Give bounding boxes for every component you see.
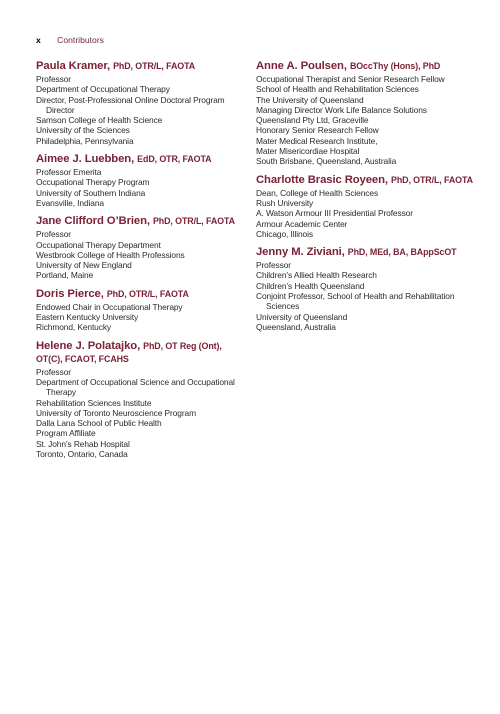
affiliation-line: Portland, Maine (36, 270, 94, 281)
contributor-entry (256, 246, 478, 332)
affiliation-line: Department of Occupational Science and Occupational Therapy (36, 376, 235, 398)
contributor-name-heading (36, 60, 246, 73)
contributor-credentials: PhD, OTR/L, FAOTA (106, 288, 189, 299)
affiliation-line: Professor (36, 366, 71, 377)
affiliation-line: Department of Occupational Therapy (36, 84, 170, 95)
affiliation-line: Eastern Kentucky University (36, 312, 139, 323)
contributor-credentials: BOccThy (Hons), PhD (349, 61, 441, 71)
affiliation-line: The University of Queensland (256, 94, 364, 105)
affiliation-line: Conjoint Professor, School of Health and Rehabilitation Sciences (256, 291, 455, 312)
page-number: x (36, 35, 41, 45)
contributor-credentials: PhD, OTR/L, FAOTA (152, 216, 235, 227)
affiliation-line: A. Watson Armour III Presidential Professor (256, 208, 413, 219)
affiliation-line: Queensland, Australia (256, 321, 336, 332)
contributor-entry (36, 288, 246, 333)
contributor-credentials: PhD, OTR/L, FAOTA (113, 61, 196, 71)
affiliation-line: Endowed Chair in Occupational Therapy (36, 301, 183, 312)
contributor-credentials: PhD, OTR/L, FAOTA (391, 174, 473, 185)
affiliation-line: Richmond, Kentucky (36, 322, 112, 333)
contributor-name-heading (36, 215, 246, 228)
contributor-name-heading (36, 153, 246, 166)
contributor-credentials: PhD, MEd, BA, BAppScOT (347, 247, 457, 258)
affiliation-line: Mater Misericordiae Hospital (256, 146, 360, 157)
affiliation-line: Dean, College of Health Sciences (256, 187, 379, 198)
contributor-name: Jenny M. Ziviani, (256, 246, 345, 259)
contributor-name: Doris Pierce, (36, 287, 104, 300)
affiliation-line: Armour Academic Center (256, 218, 348, 229)
affiliation-line: University of Toronto Neuroscience Program (36, 407, 196, 418)
affiliation-line: South Brisbane, Queensland, Australia (256, 156, 397, 167)
running-head (36, 35, 104, 45)
contributor-name: Anne A. Poulsen, (256, 60, 347, 72)
affiliation-line: Professor (36, 74, 71, 84)
running-title: Contributors (57, 35, 104, 45)
affiliation-line: St. John’s Rehab Hospital (36, 438, 130, 449)
contributor-name-heading (256, 174, 478, 187)
affiliation-line: Director, Post-Professional Online Doctoral Program Director (36, 94, 225, 115)
affiliation-line: Rehabilitation Sciences Institute (36, 397, 152, 408)
left-column (36, 60, 246, 466)
contributor-name: Helene J. Polatajko, (36, 339, 141, 352)
contributor-name: Jane Clifford O’Brien, (36, 215, 150, 228)
affiliation-line: Philadelphia, Pennsylvania (36, 135, 134, 146)
contributor-entry (36, 340, 246, 460)
affiliation-line: Westbrook College of Health Professions (36, 249, 185, 260)
contributor-credentials: EdD, OTR, FAOTA (137, 154, 212, 165)
affiliation-line: University of Southern Indiana (36, 187, 146, 198)
affiliation-line: University of the Sciences (36, 125, 130, 136)
right-column (256, 60, 478, 339)
affiliation-line: Evansville, Indiana (36, 197, 104, 208)
contributor-name: Aimee J. Luebben, (36, 153, 135, 166)
affiliation-line: University of New England (36, 260, 132, 271)
contributor-name: Charlotte Brasic Royeen, (256, 173, 388, 186)
contributor-entry (36, 215, 246, 280)
affiliation-line: Samson College of Health Science (36, 115, 163, 126)
contributor-name-heading (36, 340, 246, 366)
contributor-entry (256, 174, 478, 239)
affiliation-line: Professor Emerita (36, 167, 102, 178)
affiliation-line: School of Health and Rehabilitation Sciences (256, 84, 419, 95)
affiliation-line: Dalla Lana School of Public Health (36, 418, 162, 429)
affiliation-line: University of Queensland (256, 311, 348, 322)
contributor-entry (256, 60, 478, 167)
contributor-credentials: PhD, OT Reg (Ont), OT(C), FCAOT, FCAHS (36, 340, 222, 364)
affiliation-line: Managing Director Work Life Balance Solutions (256, 104, 427, 115)
contributor-entry (36, 153, 246, 208)
affiliation-line: Rush University (256, 197, 314, 208)
contributor-entry (36, 60, 246, 146)
affiliation-line: Children’s Allied Health Research (256, 270, 377, 281)
affiliation-line: Occupational Therapy Department (36, 239, 161, 250)
affiliation-line: Honorary Senior Research Fellow (256, 125, 379, 136)
affiliation-line: Toronto, Ontario, Canada (36, 449, 128, 460)
contributor-name-heading (256, 246, 478, 259)
contributor-name-heading (36, 288, 246, 301)
affiliation-line: Mater Medical Research Institute, (256, 135, 378, 146)
affiliation-line: Occupational Therapy Program (36, 177, 150, 188)
affiliation-line: Occupational Therapist and Senior Research Fellow (256, 74, 445, 84)
affiliation-line: Children’s Health Queensland (256, 280, 365, 291)
affiliation-line: Chicago, Illinois (256, 228, 313, 239)
affiliation-line: Queensland Pty Ltd, Graceville (256, 115, 369, 126)
affiliation-line: Professor (256, 260, 291, 271)
affiliation-line: Program Affiliate (36, 428, 96, 439)
contributor-name: Paula Kramer, (36, 60, 111, 72)
affiliation-line: Professor (36, 229, 71, 240)
contributor-name-heading (256, 60, 478, 73)
